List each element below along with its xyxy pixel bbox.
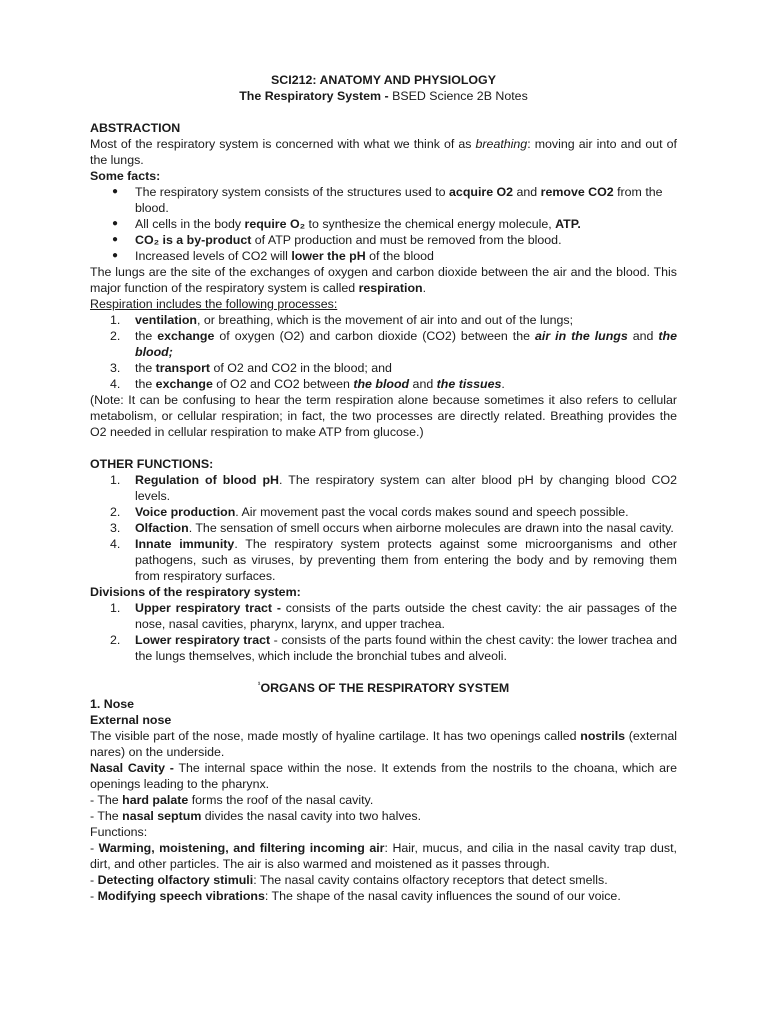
subtitle-rest: BSED Science 2B Notes xyxy=(388,89,528,103)
divisions-heading: Divisions of the respiratory system: xyxy=(90,585,301,599)
intro-text-end: : moving air into and out of the lungs. xyxy=(90,137,677,167)
external-nose-heading: External nose xyxy=(90,713,172,727)
nose-heading: 1. Nose xyxy=(90,697,135,711)
division-item: 1. Upper respiratory tract - consists of the parts outside the chest cavity: the air passages of the nose, nasal cavities, pharynx, larynx, and upper trachea. xyxy=(110,601,677,631)
document-body xyxy=(90,72,677,904)
nasal-septum-line: - The nasal septum divides the nasal cavity into two halves. xyxy=(90,809,422,823)
facts-heading: Some facts: xyxy=(90,169,161,183)
processes-list xyxy=(90,312,677,392)
function-item: 3. Olfaction. The sensation of smell occurs when airborne molecules are drawn into the nasal cavity. xyxy=(110,521,674,535)
note-paragraph: (Note: It can be confusing to hear the term respiration alone because sometimes it also refers to cellular metabolism, or cellular respiration; in fact, the two processes are directly related. Breathing provides the O2 needed in cellular respiration to make ATP from glucose.) xyxy=(90,393,677,439)
intro-text: Most of the respiratory system is concerned with what we think of as xyxy=(90,137,476,151)
fact-item: ● The respiratory system consists of the structures used to acquire O2 and remove CO2 from the blood. xyxy=(90,184,677,216)
abstraction-heading: ABSTRACTION xyxy=(90,121,181,135)
process-item: 3. the transport of O2 and CO2 in the blood; and xyxy=(110,361,392,375)
function-speech: - Modifying speech vibrations: The shape of the nasal cavity influences the sound of our voice. xyxy=(90,889,621,903)
process-item: 2. the exchange of oxygen (O2) and carbon dioxide (CO2) between the air in the lungs and the blood; xyxy=(110,329,677,359)
division-item: 2. Lower respiratory tract - consists of the parts found within the chest cavity: the lower trachea and the lungs themselves, which include the bronchial tubes and alveoli. xyxy=(110,633,677,663)
functions-label: Functions: xyxy=(90,825,148,839)
other-functions-heading: OTHER FUNCTIONS: xyxy=(90,457,214,471)
fact-item: ● CO₂ is a by-product of ATP production and must be removed from the blood. xyxy=(90,232,677,248)
fact-item: ● Increased levels of CO2 will lower the pH of the blood xyxy=(90,248,677,264)
lungs-paragraph: The lungs are the site of the exchanges of oxygen and carbon dioxide between the air and the blood. This major function of the respiratory system is called respiration. xyxy=(90,265,677,295)
hard-palate-line: - The hard palate forms the roof of the nasal cavity. xyxy=(90,793,374,807)
course-title: SCI212: ANATOMY AND PHYSIOLOGY xyxy=(271,73,496,87)
function-item: 2. Voice production. Air movement past the vocal cords makes sound and speech possible. xyxy=(110,505,629,519)
abstraction-intro xyxy=(90,136,677,168)
divisions-list xyxy=(90,600,677,664)
organs-heading xyxy=(90,680,677,696)
document-subtitle xyxy=(90,88,677,104)
organs-heading-text: ORGANS OF THE RESPIRATORY SYSTEM xyxy=(260,681,510,695)
function-warming: - Warming, moistening, and filtering incoming air: Hair, mucus, and cilia in the nasal cavity trap dust, dirt, and other particles. The air is also warmed and moistened as it passes through. xyxy=(90,841,677,871)
processes-heading: Respiration includes the following processes: xyxy=(90,297,338,311)
external-nose-paragraph: The visible part of the nose, made mostly of hyaline cartilage. It has two openings called nostrils (external nares) on the underside. xyxy=(90,729,677,759)
fact-item: ● All cells in the body require O₂ to synthesize the chemical energy molecule, ATP. xyxy=(90,216,677,232)
footnote-marker: ¹ xyxy=(257,679,261,689)
nasal-cavity-paragraph: Nasal Cavity - The internal space within the nose. It extends from the nostrils to the choana, which are openings leading to the pharynx. xyxy=(90,761,678,791)
function-item: 4. Innate immunity. The respiratory system protects against some microorganisms and other pathogens, such as viruses, by preventing them from entering the body and by removing them from respiratory surfaces. xyxy=(110,537,677,583)
function-olfactory: - Detecting olfactory stimuli: The nasal cavity contains olfactory receptors that detect smells. xyxy=(90,873,608,887)
subtitle-bold: The Respiratory System - xyxy=(239,89,389,103)
other-functions-list xyxy=(90,472,677,584)
intro-emphasis: breathing xyxy=(475,137,528,151)
facts-list xyxy=(90,184,677,264)
process-item: 1. ventilation, or breathing, which is the movement of air into and out of the lungs; xyxy=(110,313,574,327)
process-item: 4. the exchange of O2 and CO2 between the blood and the tissues. xyxy=(110,377,505,391)
function-item: 1. Regulation of blood pH. The respiratory system can alter blood pH by changing blood CO2 levels. xyxy=(110,473,677,503)
